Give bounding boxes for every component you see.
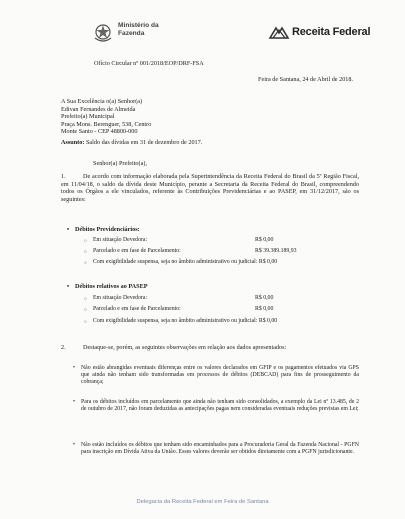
observation-item: • Não estão incluídos os débitos que tenham sido encaminhados para a Procuradoria Geral da Fazenda Nacional - PGFN para inscrição em Dívida Ativa da União. Esses valores deverão ser obtidos diretamente com a PGFN jurisdicionante. <box>81 442 359 456</box>
debt-item-value: R$ 0,00 <box>255 237 274 243</box>
subject-line <box>61 139 202 146</box>
observation-item: • Não estão abrangidas eventuais diferenças entre os valores declarados em GFIP e os pagamentos efetuados via GPS que ainda não tenham sido transformadas em processos de débitos (DEBCAD) para fins de prosseguimento da cobrança; <box>81 365 359 386</box>
ministry-line-2: Fazenda <box>118 29 145 37</box>
greeting: Senhor(a) Prefeito(a), <box>93 160 147 167</box>
subject-text: Saldo das dívidas em 31 de dezembro de 2017. <box>84 139 203 146</box>
paragraph-number: 1. <box>61 173 66 180</box>
debt-item-label: ○ Em situação Devedora: <box>93 237 147 244</box>
debt-item-label: ○ Em situação Devedora: <box>93 295 147 302</box>
ministry-name <box>118 22 159 37</box>
address-line: Monte Santo - CEP 48800-000 <box>61 128 138 135</box>
debt-item-value: R$ 0,00 <box>255 306 274 312</box>
paragraph-2 <box>61 344 359 352</box>
footer-office: Delegacia da Receita Federal em Feira de Santana <box>136 499 269 505</box>
oficio-number: Ofício Circular nº 001/2018/EOP/DRF-FSA <box>94 60 204 67</box>
document-date: Feira de Santana, 24 de Abril de 2018. <box>258 76 354 83</box>
paragraph-number: 2. <box>61 344 66 351</box>
debt-item-label: ○ Parcelado e em fase de Parcelamento: <box>93 306 181 313</box>
debt-item-value: R$ 0,00 <box>255 295 274 301</box>
address-line: Praça Mons. Berenguer, 538, Centro <box>61 120 152 128</box>
paragraph-text: Destaque-se, porém, as seguintes observações em relação aos dados apresentados: <box>83 344 287 351</box>
brazil-coat-of-arms-icon <box>92 22 114 44</box>
debt-item-label: ○ Parcelado e em fase de Parcelamento: <box>93 248 181 255</box>
paragraph-text: De acordo com informação elaborada pela Superintendência da Receita Federal do Brasil da 5ª Região Fiscal, em 11/04/18, o saldo da dívida deste Município, perante a Secretaria da Receita Federal do Brasil, compreendendo todos os Órgãos a ele vinculados, referente às Contribuições Previdenciárias e ao PASEP, em 31/12/2017, são os seguintes: <box>61 173 359 203</box>
debt-item-value: R$ 39.389.189,93 <box>255 248 297 254</box>
debt-item-suspensa: ○ Com exigibilidade suspensa, seja no âmbito administrativo ou judicial: R$ 0,00 <box>93 259 363 266</box>
receita-federal-logo-icon <box>268 24 290 42</box>
ministry-line-1: Ministério da <box>118 22 159 29</box>
address-line: A Sua Excelência o(a) Senhor(a) <box>61 98 143 105</box>
section-title-pasep: • Débitos relativos ao PASEP <box>75 283 147 290</box>
paragraph-1 <box>61 173 359 203</box>
brand-name: Receita Federal <box>292 26 371 38</box>
debt-item-suspensa: ○ Com exigibilidade suspensa, seja no âmbito administrativo ou judicial: R$ 0,00 <box>93 318 363 325</box>
subject-label: Assunto: <box>61 139 85 146</box>
address-line: Edivan Fernandes de Almeida <box>61 105 136 113</box>
observation-item: • Para os débitos incluídos em parcelamento que ainda não tenham sido consolidados, a exemplo da Lei nº 13.485, de 2 de outubro de 2017, não foram deduzidas as antecipações pagas nem consideradas eventuais reduções previstas em Lei; <box>81 399 359 413</box>
section-title-previdenciarios: • Débitos Previdenciários: <box>75 226 140 233</box>
address-line: Prefeito(a) Municipal <box>61 113 115 120</box>
